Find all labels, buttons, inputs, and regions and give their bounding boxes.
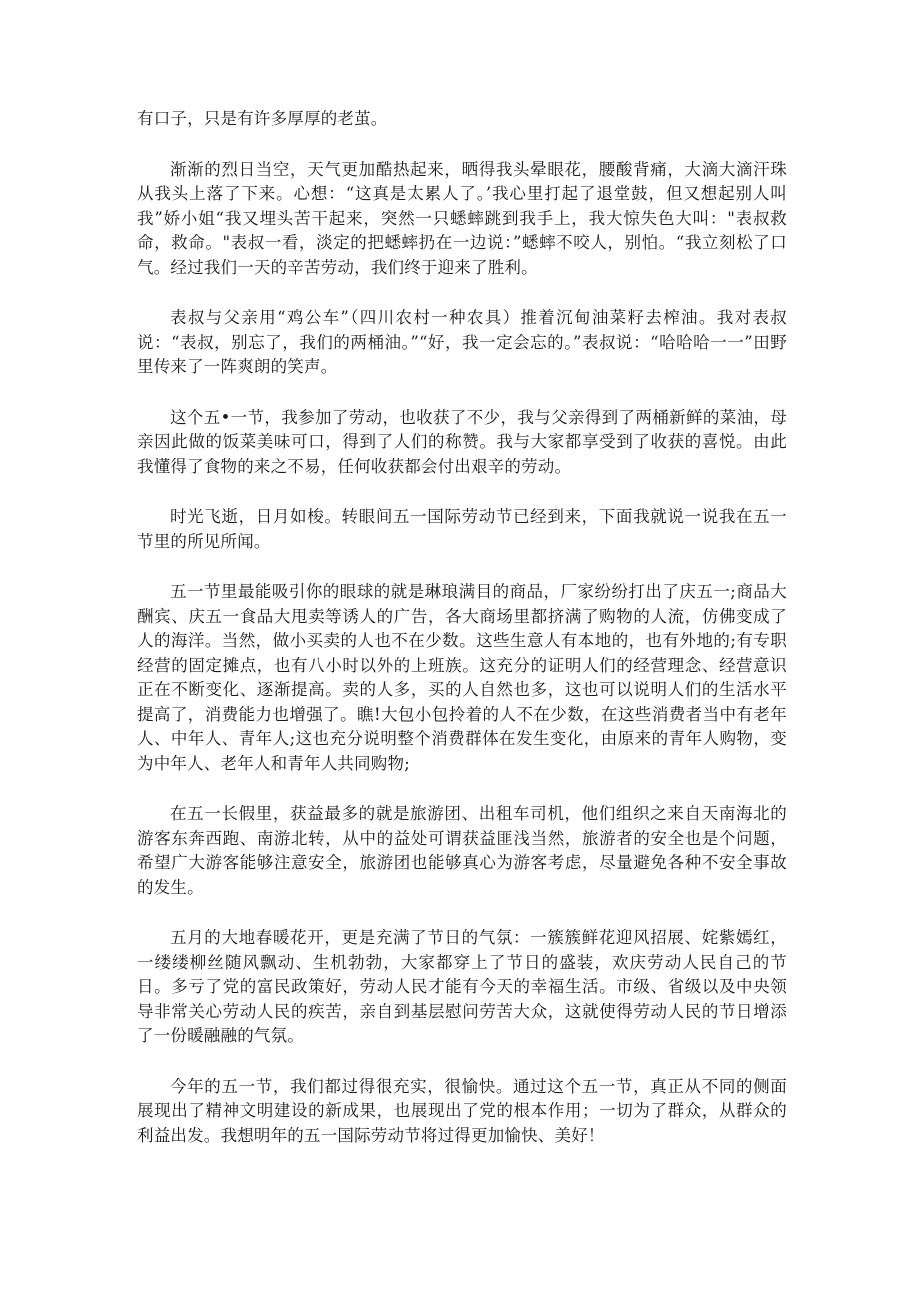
paragraph-7: 在五一长假里，获益最多的就是旅游团、出租车司机，他们组织之来自天南海北的游客东奔西跑、南游北转，从中的益处可谓获益匪浅当然，旅游者的安全也是个问题，希望广大游客能够注意安全，旅游团也能够真心为游客考虑，尽量避免各种不安全事故的发生。	[137, 804, 787, 897]
paragraph-4: 这个五•一节，我参加了劳动，也收获了不少，我与父亲得到了两桶新鲜的菜油，母亲因此做的饭菜美味可口，得到了人们的称赞。我与大家都享受到了收获的喜悦。由此我懂得了食物的来之不易，任何收获都会付出艰辛的劳动。	[137, 407, 787, 476]
paragraph-1: 有口子，只是有许多厚厚的老茧。	[137, 109, 388, 128]
paragraph-9: 今年的五一节，我们都过得很充实，很愉快。通过这个五一节，真正从不同的侧面展现出了精神文明建设的新成果，也展现出了党的根本作用；一切为了群众，从群众的利益出发。我想明年的五一国际劳动节将过得更加愉快、美好！	[137, 1076, 787, 1145]
paragraph-8: 五月的大地春暖花开，更是充满了节日的气氛：一簇簇鲜花迎风招展、姹紫嫣红，一缕缕柳丝随风飘动、生机勃勃，大家都穿上了节日的盛装，欢庆劳动人民自己的节日。多亏了党的富民政策好，劳动人民才能有今天的幸福生活。市级、省级以及中央领导非常关心劳动人民的疾苦，亲自到基层慰问劳苦大众，这就使得劳动人民的节日增添了一份暖融融的气氛。	[137, 928, 787, 1045]
paragraph-2: 渐渐的烈日当空，天气更加酷热起来，晒得我头晕眼花，腰酸背痛，大滴大滴汗珠从我头上落了下来。心想：“这真是太累人了。’我心里打起了退堂鼓，但又想起别人叫我”娇小姐“我又埋头苦干起来，突然一只蟋蟀跳到我手上，我大惊失色大叫："表叔救命，救命。"表叔一看，淡定的把蟋蟀扔在一边说：”蟋蟀不咬人，别怕。“我立刻松了口气。经过我们一天的辛苦劳动，我们终于迎来了胜利。	[137, 159, 787, 277]
paragraph-6: 五一节里最能吸引你的眼球的就是琳琅满目的商品，厂家纷纷打出了庆五一;商品大酬宾、庆五一食品大甩卖等诱人的广告，各大商场里都挤满了购物的人流，仿佛变成了人的海洋。当然，做小买卖的人也不在少数。这些生意人有本地的，也有外地的;有专职经营的固定摊点，也有八小时以外的上班族。这充分的证明人们的经营理念、经营意识正在不断变化、逐渐提高。卖的人多，买的人自然也多，这也可以说明人们的生活水平提高了，消费能力也增强了。瞧!大包小包拎着的人不在少数，在这些消费者当中有老年人、中年人、青年人;这也充分说明整个消费群体在发生变化，由原来的青年人购物，变为中年人、老年人和青年人共同购物;	[137, 582, 787, 773]
document-body	[137, 107, 787, 1174]
paragraph-5: 时光飞逝，日月如梭。转眼间五一国际劳动节已经到来，下面我就说一说我在五一节里的所见所闻。	[137, 507, 787, 551]
paragraph-3: 表叔与父亲用“鸡公车”（四川农村一种农具）推着沉甸油菜籽去榨油。我对表叔说：“表叔，别忘了，我们的两桶油。”“好，我一定会忘的。”表叔说：“哈哈哈一一”田野里传来了一阵爽朗的笑声。	[137, 308, 787, 376]
